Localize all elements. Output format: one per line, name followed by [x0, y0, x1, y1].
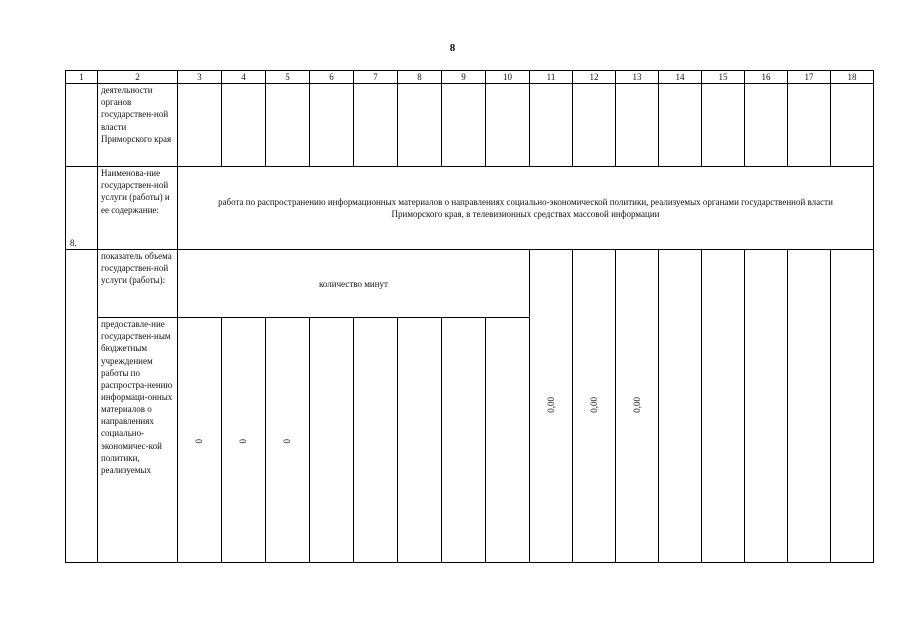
column-header: 14	[659, 71, 702, 84]
continuation-label: деятельности органов государствен-ной власти Приморского края	[98, 84, 178, 167]
column-header: 2	[98, 71, 178, 84]
page-number: 8	[449, 42, 456, 54]
table-row	[66, 167, 874, 250]
column-header: 13	[616, 71, 659, 84]
row-number: 8.	[66, 167, 98, 250]
volume-unit: количество минут	[178, 250, 530, 318]
service-name-label: Наименова-ние государствен-ной услуги (работы) и ее содержание:	[98, 167, 178, 250]
provision-label: предоставле-ние государствен-ным бюджетным учреждением работы по распростра-нению информаци-онных материалов о направлениях социально-экономичес-кой политики, реализуемых	[98, 318, 178, 563]
value-col12: 0,00	[573, 250, 616, 563]
column-header: 5	[266, 71, 310, 84]
table-row	[66, 250, 874, 318]
column-header: 17	[788, 71, 831, 84]
column-header: 9	[442, 71, 486, 84]
value-col13: 0,00	[616, 250, 659, 563]
column-header: 7	[354, 71, 398, 84]
column-header: 11	[530, 71, 573, 84]
column-header: 6	[310, 71, 354, 84]
volume-indicator-label: показатель объема государствен-ной услуги (работы):	[98, 250, 178, 318]
column-header: 12	[573, 71, 616, 84]
column-header: 18	[831, 71, 874, 84]
value-col5: 0	[266, 318, 310, 563]
service-description: работа по распространению информационных материалов о направлениях социально-экономической политики, реализуемых органами государственной власти Приморского края, в телевизионных средствах массовой информации	[178, 167, 874, 250]
table-row	[66, 84, 874, 167]
column-header: 15	[702, 71, 745, 84]
column-header: 8	[398, 71, 442, 84]
column-header: 1	[66, 71, 98, 84]
column-header: 16	[745, 71, 788, 84]
value-col4: 0	[222, 318, 266, 563]
value-col3: 0	[178, 318, 222, 563]
budget-table	[65, 70, 874, 563]
row-number-cell	[66, 84, 98, 167]
column-header: 10	[486, 71, 530, 84]
column-header: 3	[178, 71, 222, 84]
column-header: 4	[222, 71, 266, 84]
header-row	[66, 71, 874, 84]
value-col11: 0,00	[530, 250, 573, 563]
